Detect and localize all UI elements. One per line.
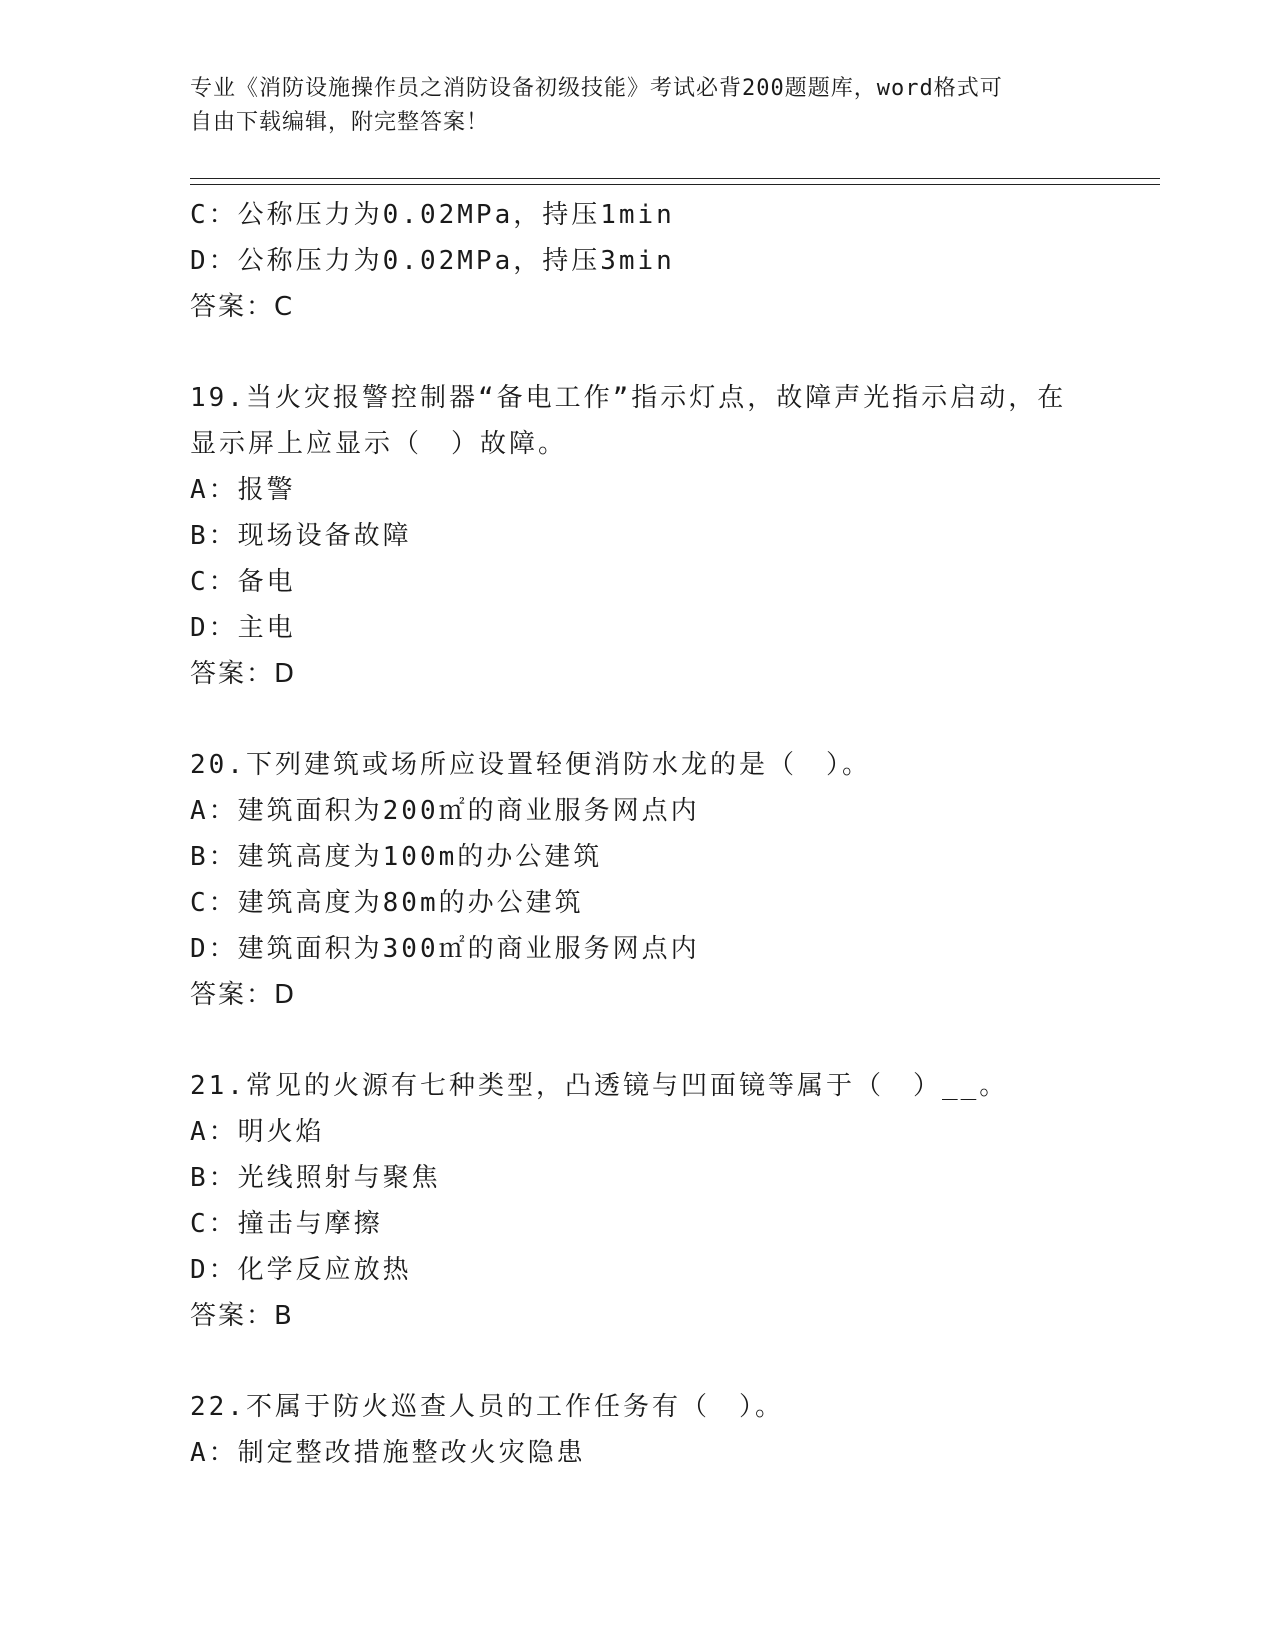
question-21 bbox=[190, 1063, 1170, 1339]
option-d: D：公称压力为0.02MPa，持压3min bbox=[190, 246, 675, 276]
question-stem: 20.下列建筑或场所应设置轻便消防水龙的是（ ）。 bbox=[190, 750, 871, 780]
header-title-line-1: 专业《消防设施操作员之消防设备初级技能》考试必背200题题库，word格式可 bbox=[190, 76, 1003, 101]
question-stem: 19.当火灾报警控制器“备电工作”指示灯点，故障声光指示启动，在 bbox=[190, 383, 1067, 413]
answer-line: 答案：D bbox=[190, 659, 297, 689]
option-c: C：建筑高度为80m的办公建筑 bbox=[190, 888, 584, 918]
header-divider-bottom bbox=[190, 184, 1160, 185]
question-20 bbox=[190, 742, 1170, 1018]
option-d: D：化学反应放热 bbox=[190, 1255, 412, 1285]
answer-line: 答案：C bbox=[190, 292, 295, 322]
answer-line: 答案：D bbox=[190, 980, 297, 1010]
spacer bbox=[190, 330, 1170, 375]
option-c: C：备电 bbox=[190, 567, 296, 597]
option-c: C：公称压力为0.02MPa，持压1min bbox=[190, 200, 675, 230]
spacer bbox=[190, 1018, 1170, 1063]
option-b: B：现场设备故障 bbox=[190, 521, 412, 551]
option-a: A：报警 bbox=[190, 475, 296, 505]
question-stem-continued: 显示屏上应显示（ ）故障。 bbox=[190, 429, 568, 459]
question-stem: 22.不属于防火巡查人员的工作任务有（ ）。 bbox=[190, 1392, 784, 1422]
option-a: A：制定整改措施整改火灾隐患 bbox=[190, 1438, 586, 1468]
header-title-line-2: 自由下载编辑，附完整答案！ bbox=[190, 110, 490, 135]
header-divider-top bbox=[190, 178, 1160, 179]
question-stem: 21.常见的火源有七种类型，凸透镜与凹面镜等属于（ ）__。 bbox=[190, 1071, 1009, 1101]
document-header bbox=[190, 72, 1090, 140]
option-b: B：建筑高度为100m的办公建筑 bbox=[190, 842, 603, 872]
spacer bbox=[190, 697, 1170, 742]
question-22 bbox=[190, 1384, 1170, 1476]
option-a: A：明火焰 bbox=[190, 1117, 325, 1147]
question-19 bbox=[190, 375, 1170, 697]
option-b: B：光线照射与聚焦 bbox=[190, 1163, 441, 1193]
option-c: C：撞击与摩擦 bbox=[190, 1209, 383, 1239]
option-a: A：建筑面积为200㎡的商业服务网点内 bbox=[190, 796, 700, 826]
spacer bbox=[190, 1339, 1170, 1384]
question-18-tail bbox=[190, 192, 1170, 330]
answer-line: 答案：B bbox=[190, 1301, 294, 1331]
question-list bbox=[190, 192, 1170, 1476]
option-d: D：主电 bbox=[190, 613, 296, 643]
option-d: D：建筑面积为300㎡的商业服务网点内 bbox=[190, 934, 700, 964]
